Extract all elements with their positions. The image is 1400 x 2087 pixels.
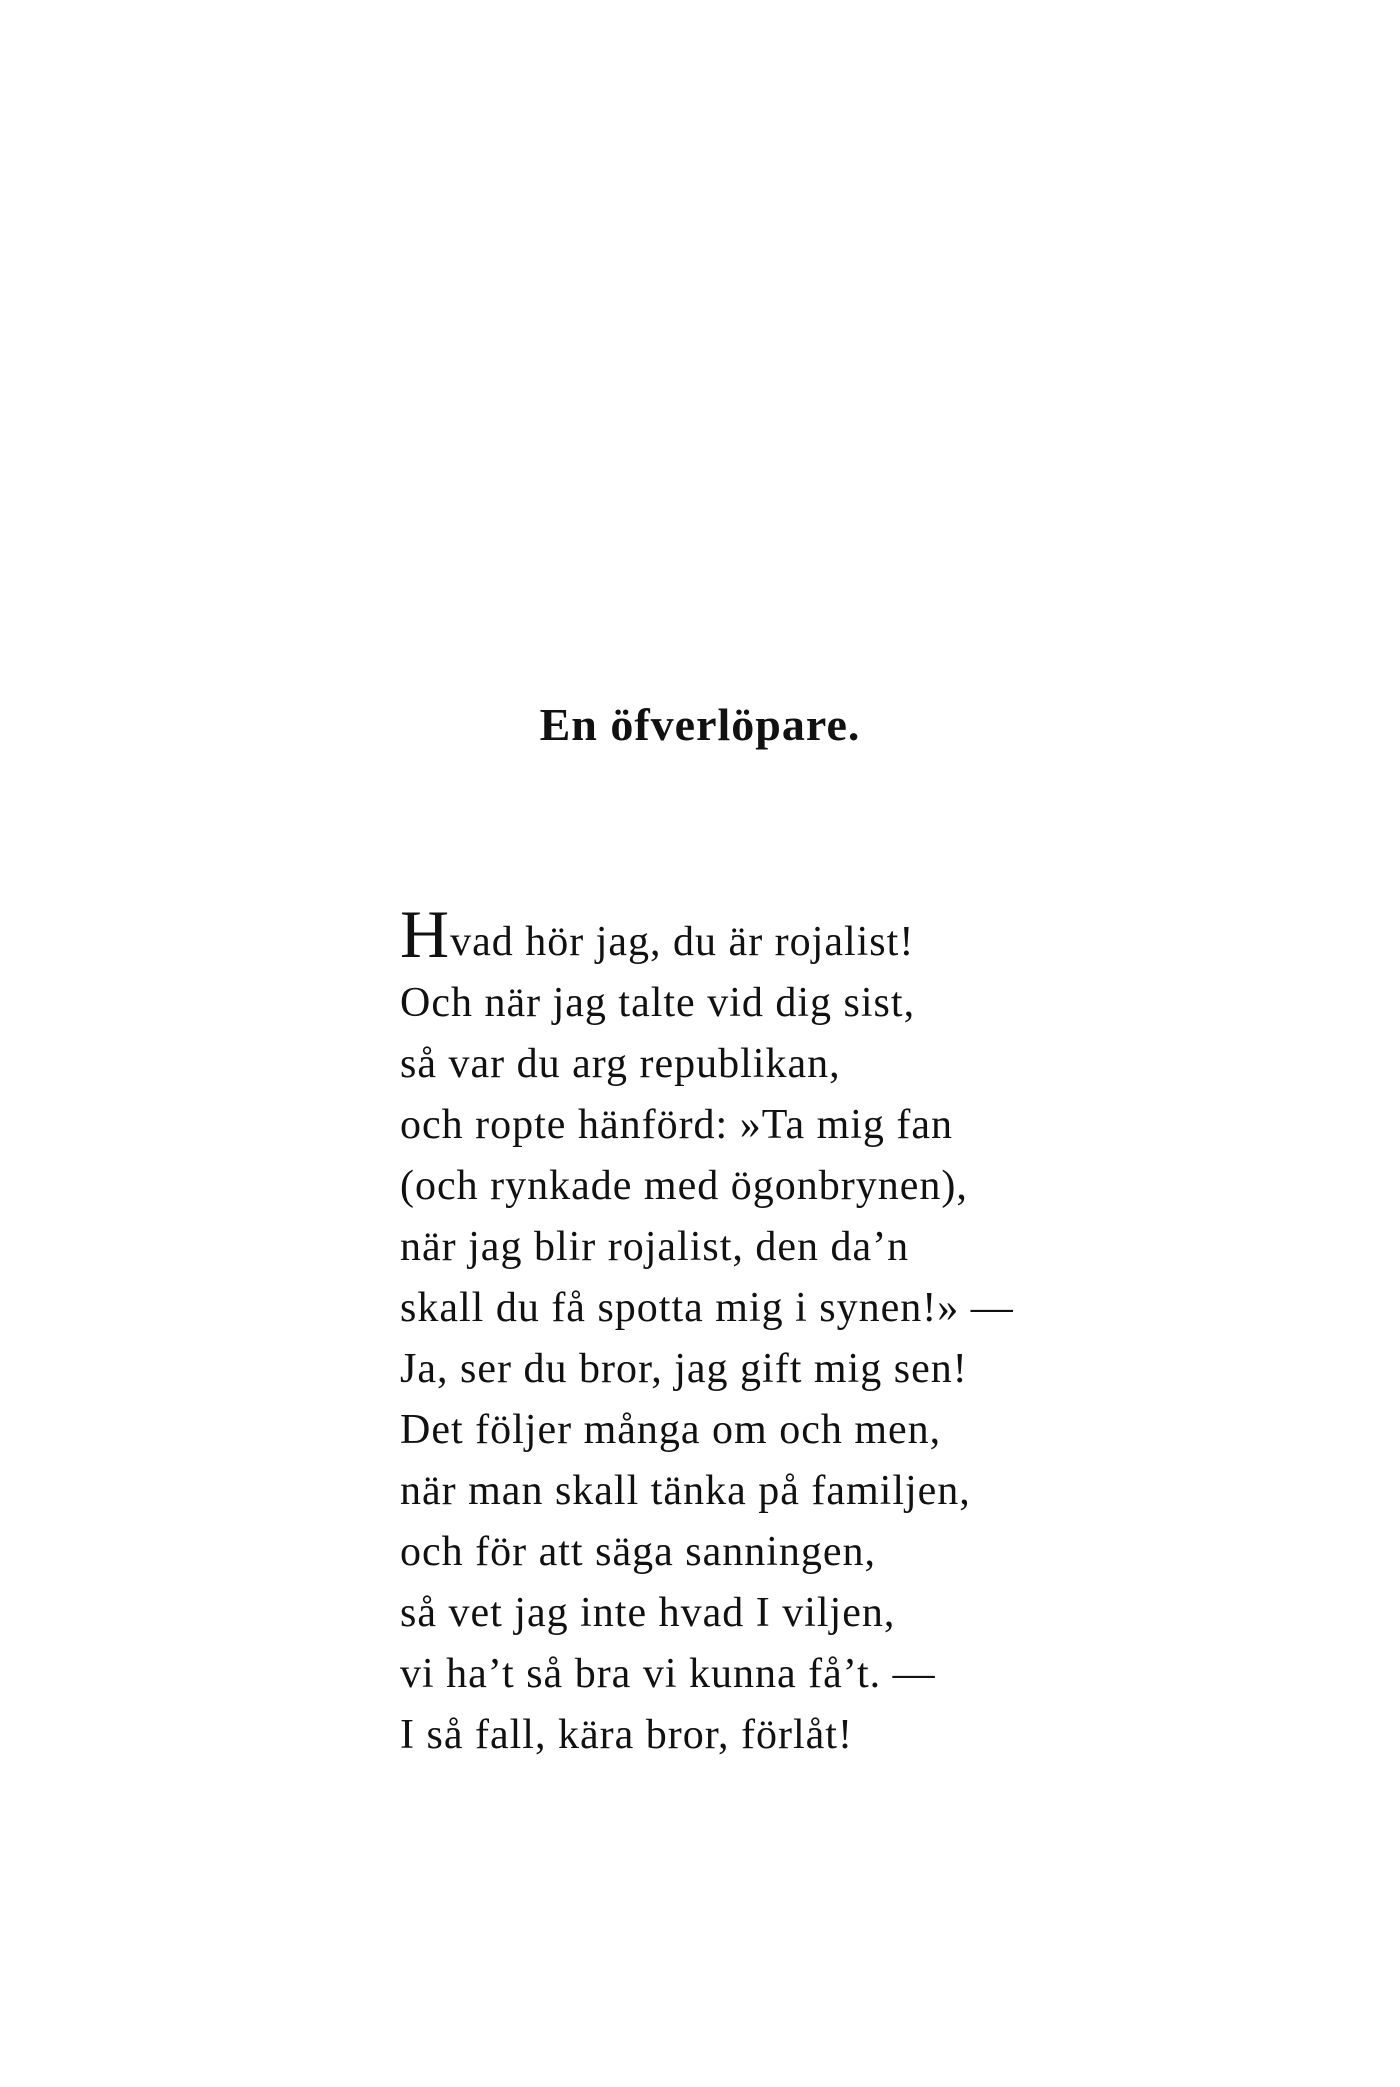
poem-line: Det följer många om och men, — [400, 1407, 942, 1453]
poem-line: så vet jag inte hvad I viljen, — [400, 1590, 896, 1636]
poem-line: Och när jag talte vid dig sist, — [400, 980, 916, 1026]
poem-line — [400, 896, 1300, 973]
poem-line: när man skall tänka på familjen, — [400, 1468, 971, 1514]
poem-line: vi ha’t så bra vi kunna få’t. — — [400, 1651, 936, 1697]
poem-line: och ropte hänförd: »Ta mig fan — [400, 1102, 954, 1148]
poem-line-text: vad hör jag, du är rojalist! — [450, 919, 915, 965]
poem-line: Ja, ser du bror, jag gift mig sen! — [400, 1346, 968, 1392]
poem-line: I så fall, kära bror, förlåt! — [400, 1712, 853, 1758]
poem-line: när jag blir rojalist, den da’n — [400, 1224, 910, 1270]
poem-line: (och rynkade med ögonbrynen), — [400, 1163, 968, 1209]
drop-cap: H — [400, 896, 451, 972]
poem-body — [400, 896, 1300, 1766]
poem-title: En öfverlöpare. — [539, 699, 861, 750]
poem-line: så var du arg republikan, — [400, 1041, 841, 1087]
poem-line: skall du få spotta mig i synen!» — — [400, 1285, 1014, 1331]
poem-line: och för att säga sanningen, — [400, 1529, 877, 1575]
